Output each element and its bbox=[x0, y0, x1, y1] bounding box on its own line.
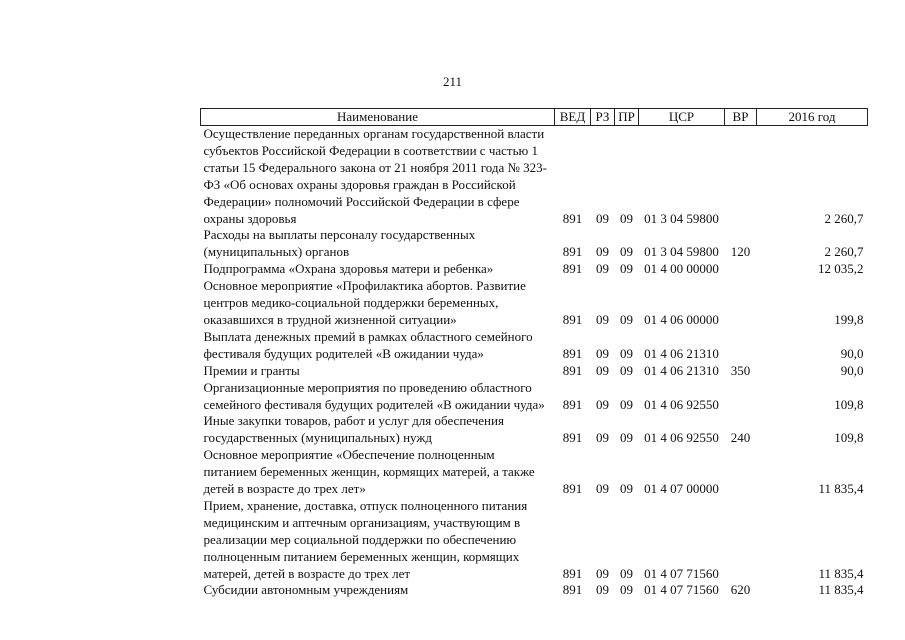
table-row bbox=[201, 413, 868, 447]
row-ved: 891 bbox=[562, 244, 583, 260]
row-vr bbox=[725, 329, 757, 363]
row-vr: 350 bbox=[730, 362, 751, 378]
row-rz: 09 bbox=[596, 311, 609, 327]
table-row bbox=[201, 329, 868, 363]
row-ved: 891 bbox=[562, 430, 583, 446]
row-amount: 109,8 bbox=[834, 396, 864, 412]
row-name: Основное мероприятие «Профилактика абортов. Развитие центров медико-социальной поддержки беременных, оказавшихся в трудной жизненной ситуации» bbox=[203, 278, 526, 327]
row-amount: 109,8 bbox=[834, 430, 864, 446]
page-number: 211 bbox=[442, 74, 463, 89]
row-name: Прием, хранение, доставка, отпуск полноценного питания медицинским и аптечным организациям, участвующим в реализации мер социальной поддержки по обеспечению полноценным питанием беременных женщин, кормящих матерей, детей в возрасте до трех лет bbox=[203, 497, 528, 581]
row-vr bbox=[725, 498, 757, 583]
row-vr: 620 bbox=[730, 582, 751, 598]
row-amount: 90,0 bbox=[840, 362, 864, 378]
row-ved: 891 bbox=[562, 481, 583, 497]
row-amount: 11 835,4 bbox=[818, 582, 864, 598]
header-rz: РЗ bbox=[591, 109, 615, 126]
table-row bbox=[201, 261, 868, 278]
row-pr: 09 bbox=[620, 311, 633, 327]
row-vr bbox=[725, 278, 757, 329]
row-name: Организационные мероприятия по проведению областного семейного фестиваля будущих родителей «В ожидании чуда» bbox=[203, 379, 545, 412]
row-pr: 09 bbox=[620, 345, 633, 361]
row-amount: 11 835,4 bbox=[818, 565, 864, 581]
row-csr: 01 4 06 21310 bbox=[644, 345, 719, 361]
row-pr: 09 bbox=[620, 244, 633, 260]
table-body bbox=[201, 126, 868, 600]
row-csr: 01 4 07 00000 bbox=[644, 481, 719, 497]
row-pr: 09 bbox=[620, 362, 633, 378]
row-rz: 09 bbox=[596, 244, 609, 260]
row-ved: 891 bbox=[562, 582, 583, 598]
row-name: Осуществление переданных органам государственной власти субъектов Российской Федерации в соответствии с частью 1 статьи 15 Федерального закона от 21 ноября 2011 года № 323-ФЗ «Об основах охраны здоровья граждан в Российской Федерации» полномочий Российской Федерации в сфере охраны здоровья bbox=[203, 126, 547, 226]
row-csr: 01 4 06 21310 bbox=[644, 362, 719, 378]
table-row bbox=[201, 447, 868, 498]
row-pr: 09 bbox=[620, 261, 633, 277]
row-ved: 891 bbox=[562, 565, 583, 581]
row-csr: 01 4 06 92550 bbox=[644, 396, 719, 412]
row-vr bbox=[725, 126, 757, 228]
row-csr: 01 3 04 59800 bbox=[644, 244, 719, 260]
table-row bbox=[201, 363, 868, 380]
row-vr bbox=[725, 380, 757, 414]
row-amount: 90,0 bbox=[840, 345, 864, 361]
table-row bbox=[201, 278, 868, 329]
row-name: Расходы на выплаты персоналу государственных (муниципальных) органов bbox=[203, 227, 476, 260]
header-vr: ВР bbox=[725, 109, 757, 126]
row-ved: 891 bbox=[562, 311, 583, 327]
row-name: Подпрограмма «Охрана здоровья матери и ребенка» bbox=[203, 261, 494, 277]
row-name: Субсидии автономным учреждениям bbox=[203, 582, 409, 598]
row-pr: 09 bbox=[620, 565, 633, 581]
row-ved: 891 bbox=[562, 396, 583, 412]
header-pr: ПР bbox=[615, 109, 639, 126]
row-name: Иные закупки товаров, работ и услуг для обеспечения государственных (муниципальных) нужд bbox=[203, 413, 504, 446]
row-vr bbox=[725, 447, 757, 498]
table-row bbox=[201, 126, 868, 228]
table-header-row bbox=[201, 109, 868, 126]
row-name: Премии и гранты bbox=[203, 362, 300, 378]
row-rz: 09 bbox=[596, 396, 609, 412]
row-rz: 09 bbox=[596, 582, 609, 598]
row-rz: 09 bbox=[596, 345, 609, 361]
row-pr: 09 bbox=[620, 582, 633, 598]
row-rz: 09 bbox=[596, 565, 609, 581]
table-row bbox=[201, 498, 868, 583]
row-amount: 11 835,4 bbox=[818, 481, 864, 497]
header-amount: 2016 год bbox=[757, 109, 868, 126]
row-name: Основное мероприятие «Обеспечение полноценным питанием беременных женщин, кормящих матерей, а также детей в возрасте до трех лет» bbox=[203, 447, 535, 497]
row-pr: 09 bbox=[620, 481, 633, 497]
row-vr: 240 bbox=[730, 430, 751, 446]
row-rz: 09 bbox=[596, 481, 609, 497]
budget-table bbox=[200, 108, 868, 599]
row-vr bbox=[725, 261, 757, 278]
table-row bbox=[201, 582, 868, 599]
row-ved: 891 bbox=[562, 345, 583, 361]
row-name: Выплата денежных премий в рамках областного семейного фестиваля будущих родителей «В ожидании чуда» bbox=[203, 328, 533, 361]
row-rz: 09 bbox=[596, 261, 609, 277]
table-row bbox=[201, 380, 868, 414]
row-amount: 199,8 bbox=[834, 311, 864, 327]
row-ved: 891 bbox=[562, 210, 583, 226]
row-pr: 09 bbox=[620, 396, 633, 412]
row-amount: 12 035,2 bbox=[818, 261, 864, 277]
header-csr: ЦСР bbox=[639, 109, 725, 126]
row-ved: 891 bbox=[562, 362, 583, 378]
row-rz: 09 bbox=[596, 430, 609, 446]
row-csr: 01 4 06 92550 bbox=[644, 430, 719, 446]
row-pr: 09 bbox=[620, 210, 633, 226]
row-csr: 01 4 07 71560 bbox=[644, 582, 719, 598]
row-amount: 2 260,7 bbox=[824, 244, 864, 260]
row-ved: 891 bbox=[562, 261, 583, 277]
header-ved: ВЕД bbox=[555, 109, 591, 126]
table-row bbox=[201, 227, 868, 261]
header-name: Наименование bbox=[201, 109, 555, 126]
row-pr: 09 bbox=[620, 430, 633, 446]
row-vr: 120 bbox=[730, 244, 751, 260]
row-csr: 01 4 06 00000 bbox=[644, 311, 719, 327]
row-csr: 01 4 07 71560 bbox=[644, 565, 719, 581]
row-csr: 01 4 00 00000 bbox=[644, 261, 719, 277]
row-csr: 01 3 04 59800 bbox=[644, 210, 719, 226]
row-rz: 09 bbox=[596, 362, 609, 378]
row-rz: 09 bbox=[596, 210, 609, 226]
row-amount: 2 260,7 bbox=[824, 210, 864, 226]
